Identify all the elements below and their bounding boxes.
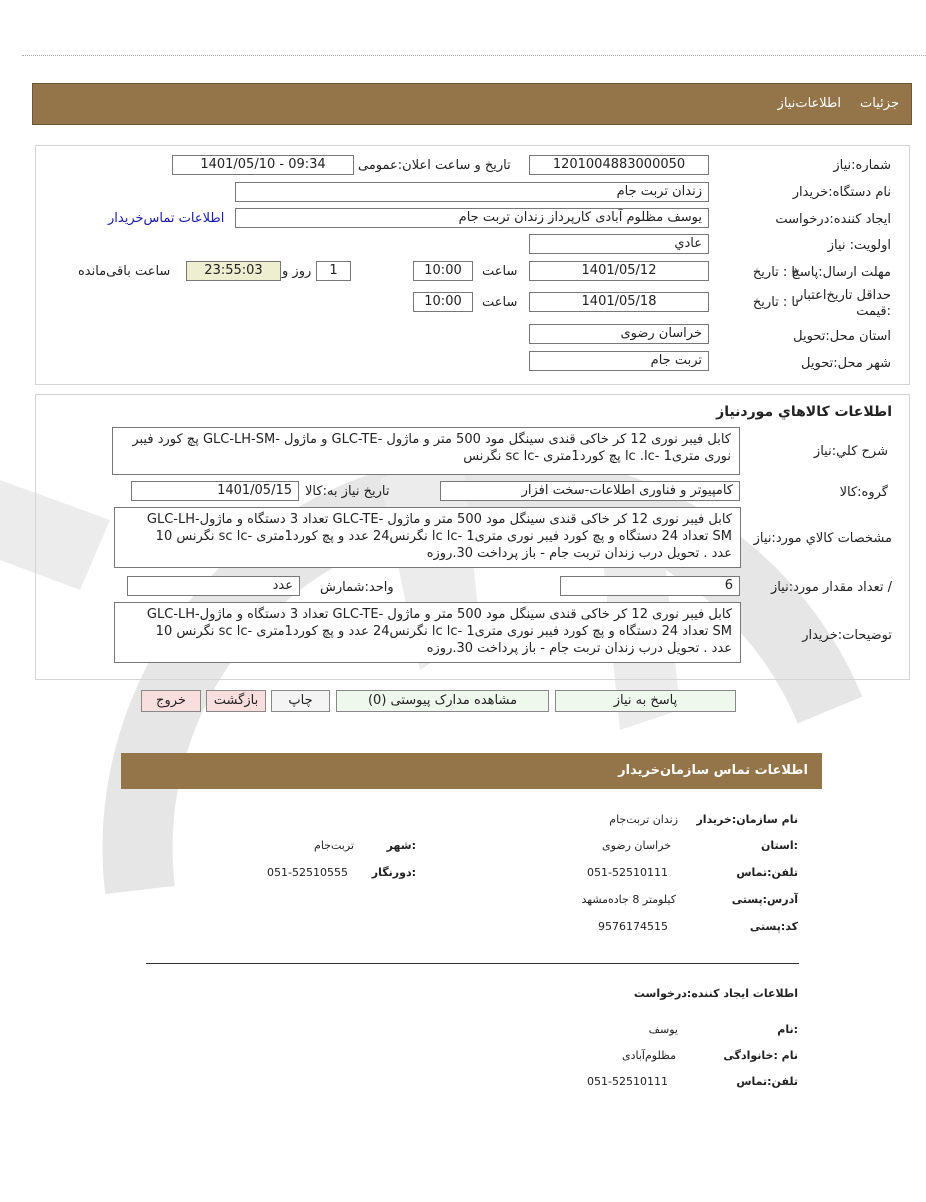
need-number-field: 1201004883000050: [529, 155, 709, 175]
notes-field: [114, 602, 741, 663]
need-number-label: شماره:نیاز: [833, 158, 891, 173]
notes-line-1: کابل فیبر نوری 12 کر خاکی قندی سینگل مود 500 متر و ماژول -GLC-TE تعداد 3 دستگاه و ماژول-GLC-LH: [146, 607, 732, 622]
deadline-time-label: ساعت: [482, 264, 518, 279]
reply-button[interactable]: پاسخ به نیاز: [555, 690, 736, 712]
tab-need-info[interactable]: اطلاعات‌نیاز: [777, 96, 841, 111]
spec-line-3: عدد . تحویل درب زندان تربت جام - باز پرداخت 30.روزه: [426, 546, 732, 561]
deadline-date-field: 1401/05/12: [529, 261, 709, 281]
deadline-to-date-label: تا : تاریخ: [752, 265, 799, 280]
validity-to-date-label: تا : تاریخ: [752, 295, 799, 310]
quantity-field: 6: [560, 576, 740, 596]
validity-date-field: 1401/05/18: [529, 292, 709, 312]
deadline-label: مهلت ارسال:پاسخ: [791, 265, 891, 280]
buyer-contact-link[interactable]: اطلاعات تماس‌خریدار: [108, 211, 225, 226]
creator-family-label: نام :خانوادگی: [723, 1049, 798, 1062]
unit-field: عدد: [127, 576, 300, 596]
creator-name-value: یوسف: [648, 1023, 678, 1036]
summary-label: شرح کلي:نياز: [813, 444, 888, 459]
deadline-time-field: 10:00: [413, 261, 473, 281]
contact-divider: [146, 963, 799, 964]
summary-line-1: کابل فیبر نوری 12 کر خاکی قندی سینگل مود 500 متر و ماژول -GLC-TE و ماژول -GLC-LH-SM پچ کورد فیبر: [132, 432, 731, 447]
province-label: استان محل:تحویل: [793, 329, 891, 344]
need-date-field: 1401/05/15: [131, 481, 299, 501]
unit-label: واحد:شمارش: [320, 580, 394, 595]
announce-field: 1401/05/10 - 09:34: [172, 155, 354, 175]
creator-phone-value: 051-52510111: [587, 1075, 668, 1088]
tab-details[interactable]: جزئیات: [860, 96, 899, 111]
notes-label: توضیحات:خریدار: [802, 628, 892, 643]
postal-label: کد:پستی: [749, 920, 798, 933]
city-field: تربت جام: [529, 351, 709, 371]
summary-line-2: نوری متری1 -lc .lc پچ کورد1متری -sc lc نگرنس: [463, 449, 731, 464]
creator-section-title: اطلاعات ایجاد کننده:درخواست: [633, 987, 798, 1000]
buyer-org-label: نام دستگاه:خریدار: [792, 185, 891, 200]
header-bar: [32, 83, 912, 125]
creator-label: ایجاد کننده:درخواست: [775, 212, 891, 227]
creator-field: یوسف مظلوم آبادی کارپرداز زندان تربت جام: [235, 208, 709, 228]
top-divider: [22, 55, 926, 56]
priority-label: اولویت: نیاز: [827, 238, 891, 253]
phone-label: تلفن:تماس: [736, 866, 798, 879]
print-button[interactable]: چاپ: [271, 690, 330, 712]
group-label: گروه:کالا: [839, 485, 888, 500]
contact-city-label: :شهر: [386, 839, 416, 852]
back-button[interactable]: بازگشت: [206, 690, 266, 712]
spec-label: مشخصات کالاي مورد:نياز: [753, 531, 892, 546]
contact-header-bar: [121, 753, 822, 789]
exit-button[interactable]: خروج: [141, 690, 201, 712]
contact-section-title: اطلاعات تماس سازمان‌خریدار: [618, 763, 808, 778]
notes-line-2: SM تعداد 24 دستگاه و پچ کورد فیبر نوری متری1 -lc lc نگرنس24 عدد و پچ کورد1متری -sc lc نگرنس 10: [155, 624, 732, 639]
spec-line-1: کابل فیبر نوری 12 کر خاکی قندی سینگل مود 500 متر و ماژول -GLC-TE تعداد 3 دستگاه و ماژول-GLC-LH: [146, 512, 732, 527]
spec-line-2: SM تعداد 24 دستگاه و پچ کورد فیبر نوری متری1 -lc lc نگرنس24 عدد و پچ کورد1متری -sc lc نگرنس 10: [155, 529, 732, 544]
fax-label: :دورنگار: [371, 866, 416, 879]
notes-line-3: عدد . تحویل درب زندان تربت جام - باز پرداخت 30.روزه: [426, 641, 732, 656]
province-field: خراسان رضوی: [529, 324, 709, 344]
remaining-time-field: 23:55:03: [186, 261, 281, 281]
org-value: زندان تربت‌جام: [609, 813, 678, 826]
creator-name-label: :نام: [777, 1023, 798, 1036]
quantity-label: / تعداد مقدار مورد:نیاز: [770, 580, 892, 595]
days-label: روز و: [282, 264, 312, 279]
contact-city-value: تربت‌جام: [314, 839, 354, 852]
days-remaining-field: 1: [316, 261, 351, 281]
creator-phone-label: تلفن:تماس: [736, 1075, 798, 1088]
contact-province-label: :استان: [761, 839, 798, 852]
contact-province-value: خراسان رضوی: [601, 839, 671, 852]
org-label: نام سازمان:خریدار: [696, 813, 798, 826]
phone-value: 051-52510111: [587, 866, 668, 879]
city-label: شهر محل:تحویل: [801, 356, 891, 371]
validity-time-label: ساعت: [482, 295, 518, 310]
creator-family-value: مظلوم‌آبادی: [621, 1049, 676, 1062]
priority-field: عادي: [529, 234, 709, 254]
goods-section-title: اطلاعات کالاهاي موردنياز: [716, 404, 892, 420]
address-label: آدرس:پستی: [731, 893, 798, 906]
validity-label: حداقل تاریخ‌اعتبار :قیمت: [797, 288, 891, 319]
spec-field: [114, 507, 741, 568]
summary-field: [112, 427, 740, 475]
group-field: کامپیوتر و فناوری اطلاعات-سخت افزار: [440, 481, 740, 501]
need-date-label: تاریخ نیاز به:کالا: [305, 484, 390, 499]
fax-value: 051-52510555: [267, 866, 348, 879]
address-value: کیلومتر 8 جاده‌مشهد: [581, 893, 676, 906]
remaining-label: ساعت باقی‌مانده: [78, 264, 171, 279]
postal-value: 9576174515: [598, 920, 668, 933]
announce-label: تاریخ و ساعت اعلان:عمومی: [358, 158, 511, 173]
validity-time-field: 10:00: [413, 292, 473, 312]
buyer-org-field: زندان تربت جام: [235, 182, 709, 202]
attachments-button[interactable]: مشاهده مدارک پیوستی (0): [336, 690, 549, 712]
